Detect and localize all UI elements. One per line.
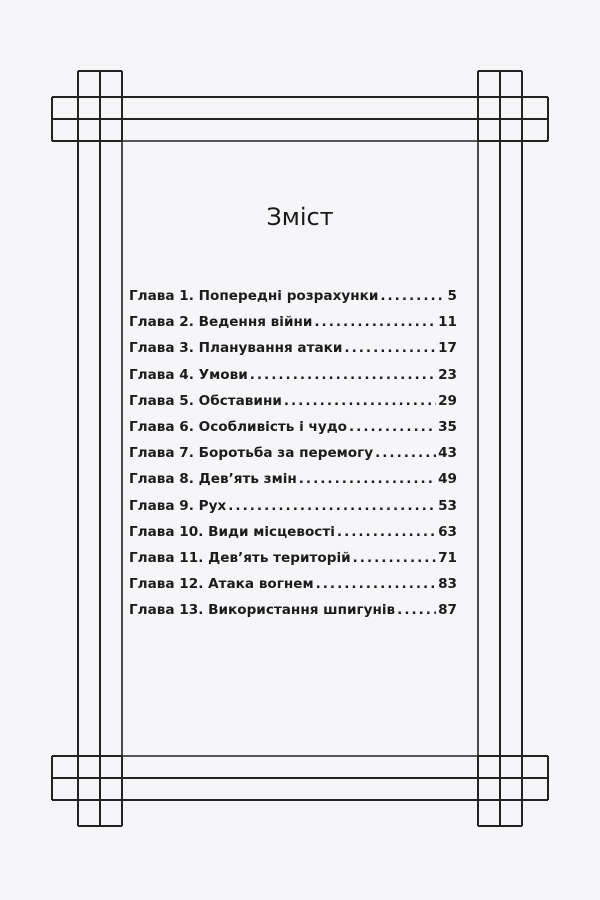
corner-lattice-top-left: [52, 71, 122, 141]
toc-entry-label: Глава 9. Рух: [129, 497, 227, 514]
toc-entry-page: 71: [438, 549, 457, 566]
toc-entry-page: 63: [438, 523, 457, 540]
dot-leader: [397, 602, 436, 618]
toc-entry-page: 53: [438, 497, 457, 514]
corner-lattice-bottom-left: [52, 756, 122, 826]
toc-entry-page: 5: [447, 288, 457, 304]
toc-entry-label: Глава 11. Дев’ять територій: [129, 549, 351, 566]
toc-entry: [129, 419, 457, 445]
toc-entry-label: Глава 10. Види місцевості: [129, 523, 335, 540]
dot-leader: [250, 367, 436, 383]
toc-entry-label: Глава 8. Дев’ять змін: [129, 471, 297, 488]
toc-entry-label: Глава 6. Особливість і чудо: [129, 418, 348, 435]
toc-entry-page: 23: [438, 366, 457, 383]
toc-entry-page: 87: [438, 602, 457, 619]
toc-entry: [129, 445, 457, 471]
dot-leader: [353, 550, 436, 566]
toc-entry-label: Глава 3. Планування атаки: [129, 340, 343, 357]
table-of-contents: [129, 288, 457, 628]
toc-entry: [129, 602, 457, 628]
dot-leader: [344, 340, 436, 356]
toc-entry: [129, 524, 457, 550]
toc-entry-page: 49: [438, 471, 457, 488]
toc-entry-label: Глава 2. Ведення війни: [129, 314, 313, 331]
dot-leader: [375, 445, 436, 461]
toc-entry-page: 43: [438, 445, 457, 462]
page-title: Зміст: [266, 203, 334, 231]
toc-entry-page: 29: [438, 392, 457, 409]
toc-entry: [129, 340, 457, 366]
dot-leader: [349, 419, 436, 435]
toc-entry: [129, 471, 457, 497]
dot-leader: [337, 524, 436, 540]
dot-leader: [228, 498, 436, 514]
dot-leader: [314, 314, 436, 330]
toc-entry: [129, 498, 457, 524]
corner-lattice-bottom-right: [478, 756, 548, 826]
toc-entry-page: 17: [438, 340, 457, 357]
toc-entry: [129, 314, 457, 340]
dot-leader: [380, 288, 445, 304]
dot-leader: [299, 471, 436, 487]
toc-entry-label: Глава 5. Обставини: [129, 392, 282, 409]
toc-entry-page: 11: [438, 314, 457, 331]
toc-entry-label: Глава 4. Умови: [129, 366, 248, 383]
dot-leader: [284, 393, 436, 409]
toc-entry-label: Глава 13. Використання шпигунів: [129, 602, 396, 619]
toc-entry-page: 35: [438, 418, 457, 435]
toc-entry-label: Глава 7. Боротьба за перемогу: [129, 445, 374, 462]
toc-entry-label: Глава 1. Попередні розрахунки: [129, 288, 379, 304]
toc-entry: [129, 576, 457, 602]
toc-entry: [129, 393, 457, 419]
toc-entry: [129, 550, 457, 576]
toc-entry-page: 83: [438, 576, 457, 593]
toc-entry-label: Глава 12. Атака вогнем: [129, 576, 314, 593]
toc-entry: [129, 367, 457, 393]
corner-lattice-top-right: [478, 71, 548, 141]
dot-leader: [316, 576, 436, 592]
toc-entry: [129, 288, 457, 314]
